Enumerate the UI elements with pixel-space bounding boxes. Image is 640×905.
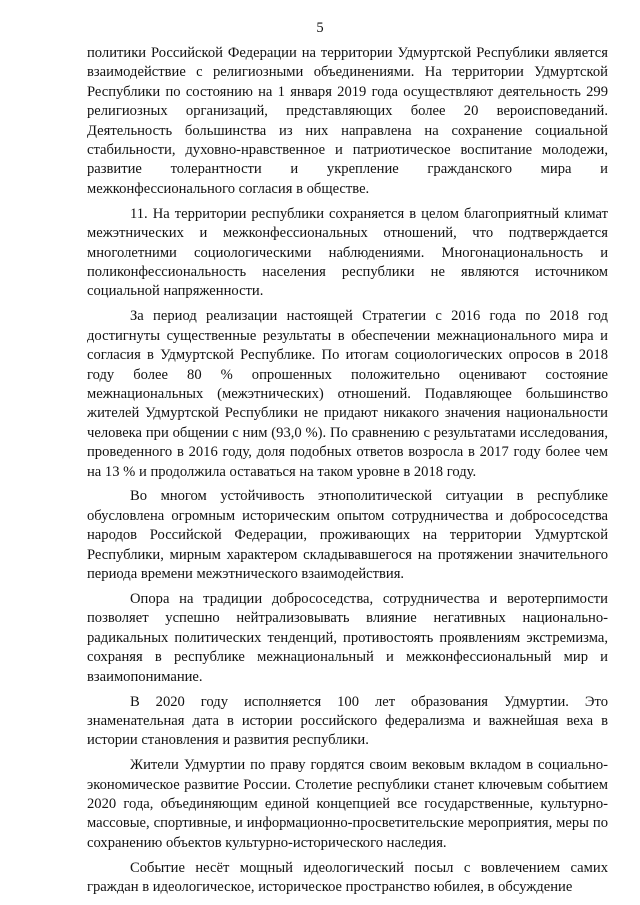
paragraph-ethnopolitical-stability: Во многом устойчивость этнополитической ситуации в республике обусловлена огромным историческим опытом сотрудничества и добрососедства народов Российской Федерации, проживающих на территории Удмуртской Республики, мирным характером складывавшегося на протяжении значительного периода времени межэтнического взаимодействия.	[87, 488, 608, 583]
paragraph-udmurtia-centenary: В 2020 году исполняется 100 лет образования Удмуртии. Это знаменательная дата в истории российского федерализма и важнейшая веха в истории становления и развития республики.	[87, 693, 608, 749]
paragraph-religious-associations: политики Российской Федерации на территории Удмуртской Республики является взаимодействие с религиозными объединениями. На территории Удмуртской Республики по состоянию на 1 января 2019 года осуществляют деятельность 299 религиозных организаций, представляющих более 20 вероисповеданий. Деятельность большинства из них направлена на сохранение социальной стабильности, духовно-нравственное и патриотическое воспитание молодежи, развитие толерантности и укрепление гражданского мира и межконфессионального согласия в обществе.	[87, 45, 608, 197]
document-body	[87, 44, 608, 903]
paragraph-item-11: 11. На территории республики сохраняется в целом благоприятный климат межэтнических и межконфессиональных отношений, что подтверждается многолетними социологическими наблюдениями. Многонациональность и поликонфессиональность населения республики не являются источником социальной напряженности.	[87, 205, 608, 300]
paragraph-strategy-results: За период реализации настоящей Стратегии с 2016 года по 2018 год достигнуты существенные результаты в обеспечении межнационального мира и согласия в Удмуртской Республике. По итогам социологических опросов в 2018 году более 80 % опрошенных положительно оценивают состояние межнациональных (межэтнических) отношений. Подавляющее большинство жителей Удмуртской Республики не придают никакого значения национальности человека при общении с ним (93,0 %). По сравнению с результатами исследования, проведенного в 2016 году, доля подобных ответов возросла в 2017 году более чем на 13 % и продолжила оставаться на таком уровне в 2018 году.	[87, 308, 608, 480]
paragraph-tolerance-traditions: Опора на традиции добрососедства, сотрудничества и веротерпимости позволяет успешно нейтрализовывать влияние негативных национально-радикальных политических тенденций, противостоять проявлениям экстремизма, сохраняя в республике межнациональный и межконфессиональный мир и взаимопонимание.	[87, 590, 608, 685]
paragraph-residents-pride: Жители Удмуртии по праву гордятся своим вековым вкладом в социально-экономическое развитие России. Столетие республики станет ключевым событием 2020 года, объединяющим единой концепцией все государственные, культурно-массовые, спортивные, и информационно-просветительские мероприятия, меры по сохранению объектов культурно-исторического наследия.	[87, 757, 608, 851]
page-number: 5	[316, 20, 324, 36]
paragraph-ideological-message: Событие несёт мощный идеологический посыл с вовлечением самих граждан в идеологическое, историческое пространство юбилея, в обсуждение	[87, 859, 608, 896]
